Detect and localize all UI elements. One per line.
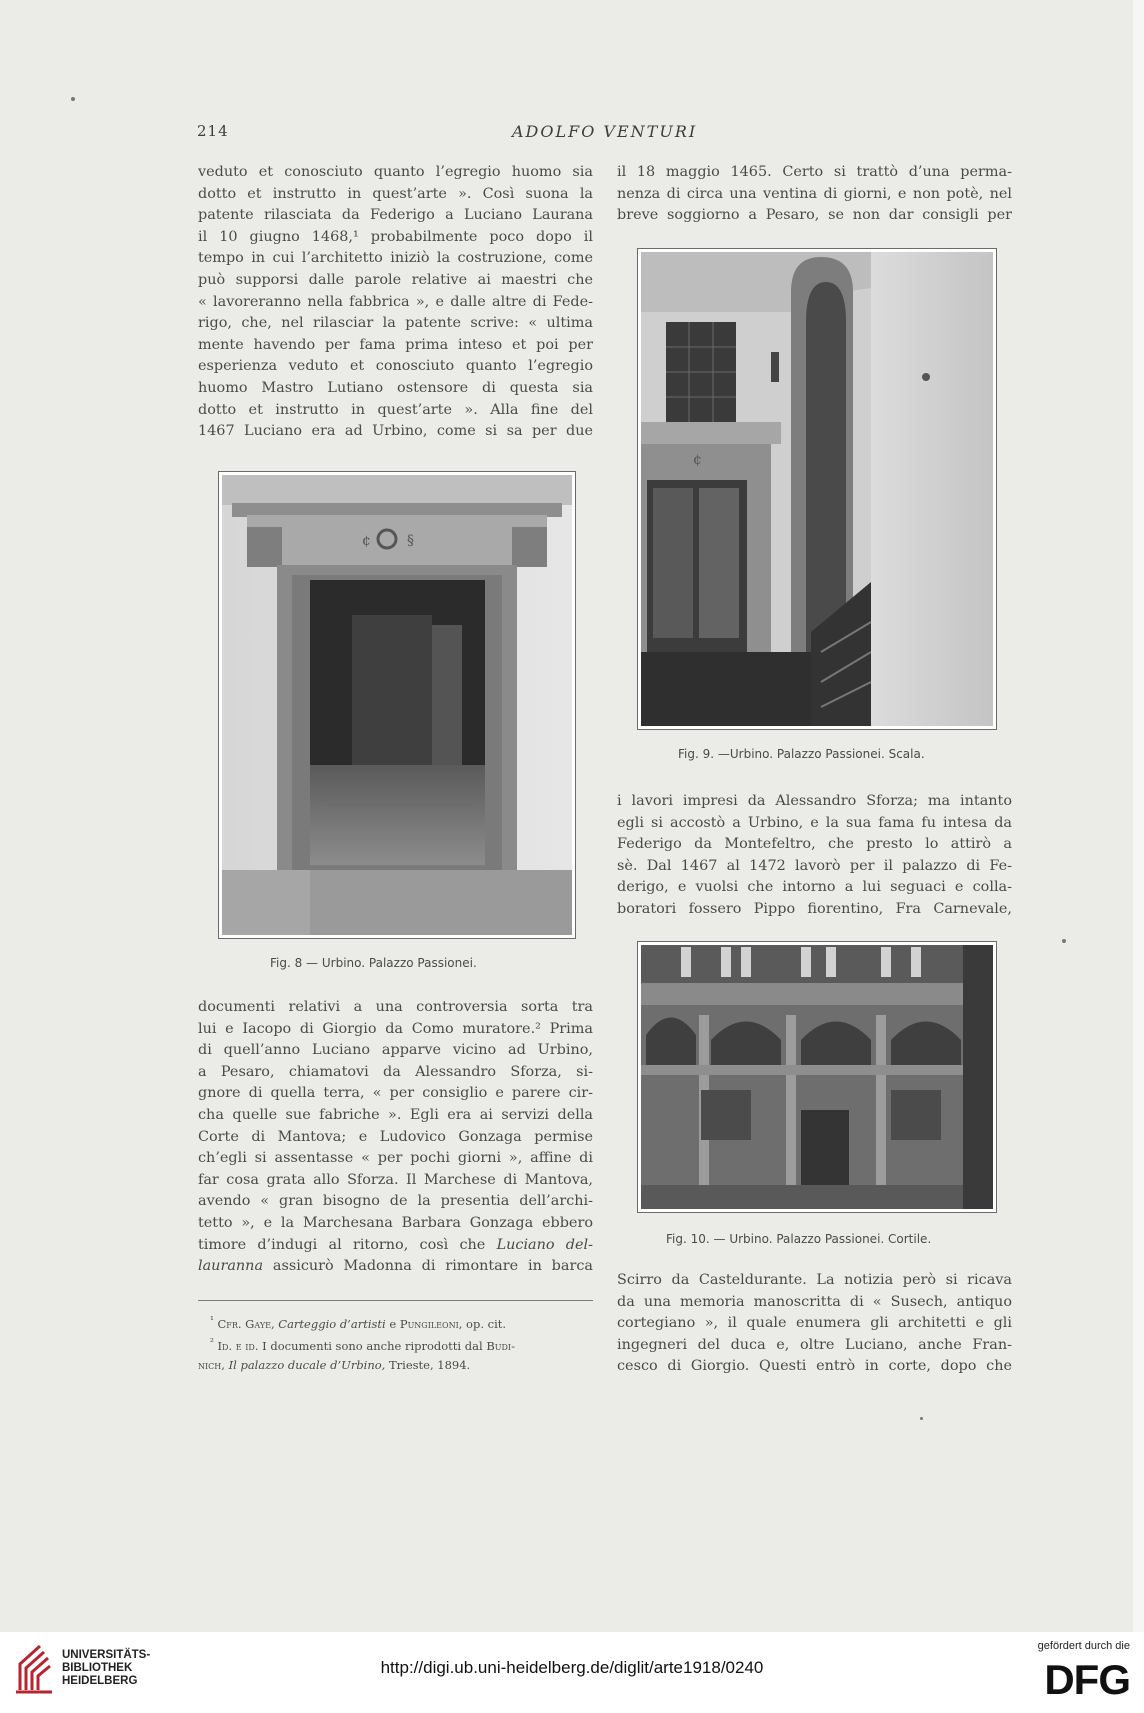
text-line: può supporsi dalle parole relative ai maestri che bbox=[198, 271, 593, 288]
footnote-divider bbox=[198, 1300, 593, 1301]
text-line bbox=[198, 1235, 593, 1257]
text-line: cortegiano », il quale enumera gli architetti e gli bbox=[617, 1315, 1012, 1332]
text-line: cesco di Giorgio. Questi entrò in corte, dopo che bbox=[617, 1358, 1012, 1375]
footnote-author: Cfr. Gaye, bbox=[217, 1316, 275, 1331]
svg-text:¢: ¢ bbox=[362, 533, 371, 549]
right-column-bottom-text bbox=[617, 1270, 1012, 1378]
text-line: di quell’anno Luciano apparve vicino ad Urbino, bbox=[198, 1042, 593, 1059]
library-name-line: UNIVERSITÄTS- bbox=[62, 1649, 151, 1661]
library-name-line: HEIDELBERG bbox=[62, 1675, 138, 1687]
text-line: Federigo da Montefeltro, che presto lo attirò a bbox=[617, 836, 1012, 853]
left-column-top-text bbox=[198, 162, 593, 443]
text-line: boratori fossero Pippo fiorentino, Fra Carnevale, bbox=[617, 900, 1012, 917]
footnote-author: Id. e id. bbox=[217, 1338, 259, 1353]
text-line: mente havendo per fama prima inteso et poi per bbox=[198, 336, 593, 353]
figure-10-caption: Fig. 10. — Urbino. Palazzo Passionei. Cortile. bbox=[666, 1232, 932, 1246]
text-line: egli si accostò a Urbino, e la sua fama fu intesa da bbox=[617, 814, 1012, 831]
footnote-marker: ¹ bbox=[210, 1315, 214, 1326]
running-head: ADOLFO VENTURI bbox=[512, 122, 698, 141]
svg-text:¢: ¢ bbox=[693, 452, 702, 468]
footnote-title: Carteggio d’artisti bbox=[278, 1316, 386, 1331]
doorway-illustration bbox=[222, 475, 572, 935]
italic-fragment: Luciano del- bbox=[496, 1236, 593, 1253]
text-line: lui e Iacopo di Giorgio da Como muratore.² Prima bbox=[198, 1020, 593, 1037]
text-line: esperienza veduto et conosciuto quanto l’egregio bbox=[198, 358, 593, 375]
text-line: gnore di quella terra, « per consiglio e parere cir- bbox=[198, 1085, 593, 1102]
text-line: Scirro da Casteldurante. La notizia però si ricava bbox=[617, 1272, 1012, 1288]
text-line: ingegneri del duca e, oltre Luciano, anche Fran- bbox=[617, 1336, 1012, 1353]
staircase-illustration bbox=[641, 252, 993, 726]
text-line: 1467 Luciano era ad Urbino, come si sa per due bbox=[198, 423, 593, 440]
text-line: da una memoria manoscritta di « Susech, antiquo bbox=[617, 1293, 1012, 1310]
text-line: i lavori impresi da Alessandro Sforza; ma intanto bbox=[617, 793, 1012, 809]
digitization-footer bbox=[0, 1632, 1144, 1713]
text-line: ch’egli si assentasse « per pochi giorni », affine di bbox=[198, 1150, 593, 1167]
text-line: Corte di Mantova; e Ludovico Gonzaga permise bbox=[198, 1128, 593, 1145]
footnote-title: Il palazzo ducale d’Urbino, bbox=[228, 1358, 386, 1372]
text-line: rigo, che, nel rilasciar la patente scrive: « ultima bbox=[198, 315, 593, 332]
text-line: avendo « gran bisogno de la presentia dell’archi- bbox=[198, 1193, 593, 1210]
text-line: « lavoreranno nella fabbrica », e dalle altre di Fede- bbox=[198, 293, 593, 310]
text-line-part: timore d’indugi al ritorno, così che bbox=[198, 1236, 486, 1253]
dfg-logo: DFG bbox=[1044, 1656, 1130, 1703]
footnote-text: Trieste, 1894. bbox=[389, 1358, 471, 1372]
text-line: huomo Mastro Lutiano ostensore di questa sia bbox=[198, 379, 593, 396]
text-line: sè. Dal 1467 al 1472 lavorò per il palazzo di Fe- bbox=[617, 857, 1012, 874]
text-line: veduto et conosciuto quanto l’egregio huomo sia bbox=[198, 164, 593, 180]
right-column-middle-text bbox=[617, 791, 1012, 921]
right-column-top-text bbox=[617, 162, 1012, 227]
paper-speck bbox=[71, 97, 75, 101]
page-number: 214 bbox=[197, 122, 229, 140]
footnote-2-continued bbox=[198, 1354, 470, 1376]
footnote-text: I documenti sono anche riprodotti dal bbox=[262, 1338, 483, 1353]
text-line: far cosa grata allo Sforza. Il Marchese di Mantova, bbox=[198, 1171, 593, 1188]
text-line: tetto », e la Marchesana Barbara Gonzaga ebbero bbox=[198, 1214, 593, 1231]
svg-text:§: § bbox=[407, 533, 414, 549]
text-line: patente rilasciata da Federigo a Luciano Laurana bbox=[198, 207, 593, 224]
paper-speck bbox=[920, 1417, 923, 1420]
courtyard-illustration bbox=[641, 945, 993, 1209]
text-line: dotto et instrutto in quest’arte ». Così suona la bbox=[198, 185, 593, 202]
text-line: dotto et instrutto in quest’arte ». Alla fine del bbox=[198, 401, 593, 418]
paper-speck bbox=[1062, 939, 1066, 943]
text-line: derigo, e vuolsi che intorno a lui seguaci e colla- bbox=[617, 879, 1012, 896]
text-line: breve soggiorno a Pesaro, se non dar consigli per bbox=[617, 207, 1012, 224]
text-line: cha quelle sue fabriche ». Egli era ai servizi della bbox=[198, 1106, 593, 1123]
text-line: tempo in cui l’architetto iniziò la costruzione, come bbox=[198, 250, 593, 267]
text-line: lauranna assicurò Madonna di rimontare in barca bbox=[198, 1258, 593, 1275]
text-line: a Pesaro, chiamatovi da Alessandro Sforza, si- bbox=[198, 1063, 593, 1080]
figure-9-caption: Fig. 9. —Urbino. Palazzo Passionei. Scala. bbox=[678, 747, 925, 761]
footnote-author: nich, bbox=[198, 1358, 225, 1372]
figure-10-photo bbox=[637, 941, 997, 1213]
figure-9-photo bbox=[637, 248, 997, 730]
text-line: nenza di circa una ventina di giorni, e non potè, nel bbox=[617, 185, 1012, 202]
footnote-text: e bbox=[389, 1316, 397, 1331]
footnote-marker: ² bbox=[210, 1337, 214, 1348]
left-column-bottom-text bbox=[198, 997, 593, 1278]
text-line: il 10 giugno 1468,¹ probabilmente poco dopo il bbox=[198, 228, 593, 245]
funded-by-label: gefördert durch die bbox=[1037, 1640, 1130, 1652]
source-url-link[interactable]: http://digi.ub.uni-heidelberg.de/diglit/arte1918/0240 bbox=[380, 1658, 764, 1677]
text-line: documenti relativi a una controversia sorta tra bbox=[198, 999, 593, 1015]
footnote-author: Budi- bbox=[486, 1338, 515, 1353]
figure-8-caption: Fig. 8 — Urbino. Palazzo Passionei. bbox=[270, 956, 477, 970]
figure-8-photo bbox=[218, 471, 576, 939]
text-line: il 18 maggio 1465. Certo si trattò d’una perma- bbox=[617, 164, 1012, 180]
scan-edge bbox=[1133, 0, 1144, 1632]
footnote-author: Pungileoni, bbox=[399, 1316, 463, 1331]
italic-fragment: lauranna bbox=[198, 1258, 264, 1275]
library-name-line: BIBLIOTHEK bbox=[62, 1662, 133, 1674]
footnote-text: op. cit. bbox=[466, 1316, 507, 1331]
